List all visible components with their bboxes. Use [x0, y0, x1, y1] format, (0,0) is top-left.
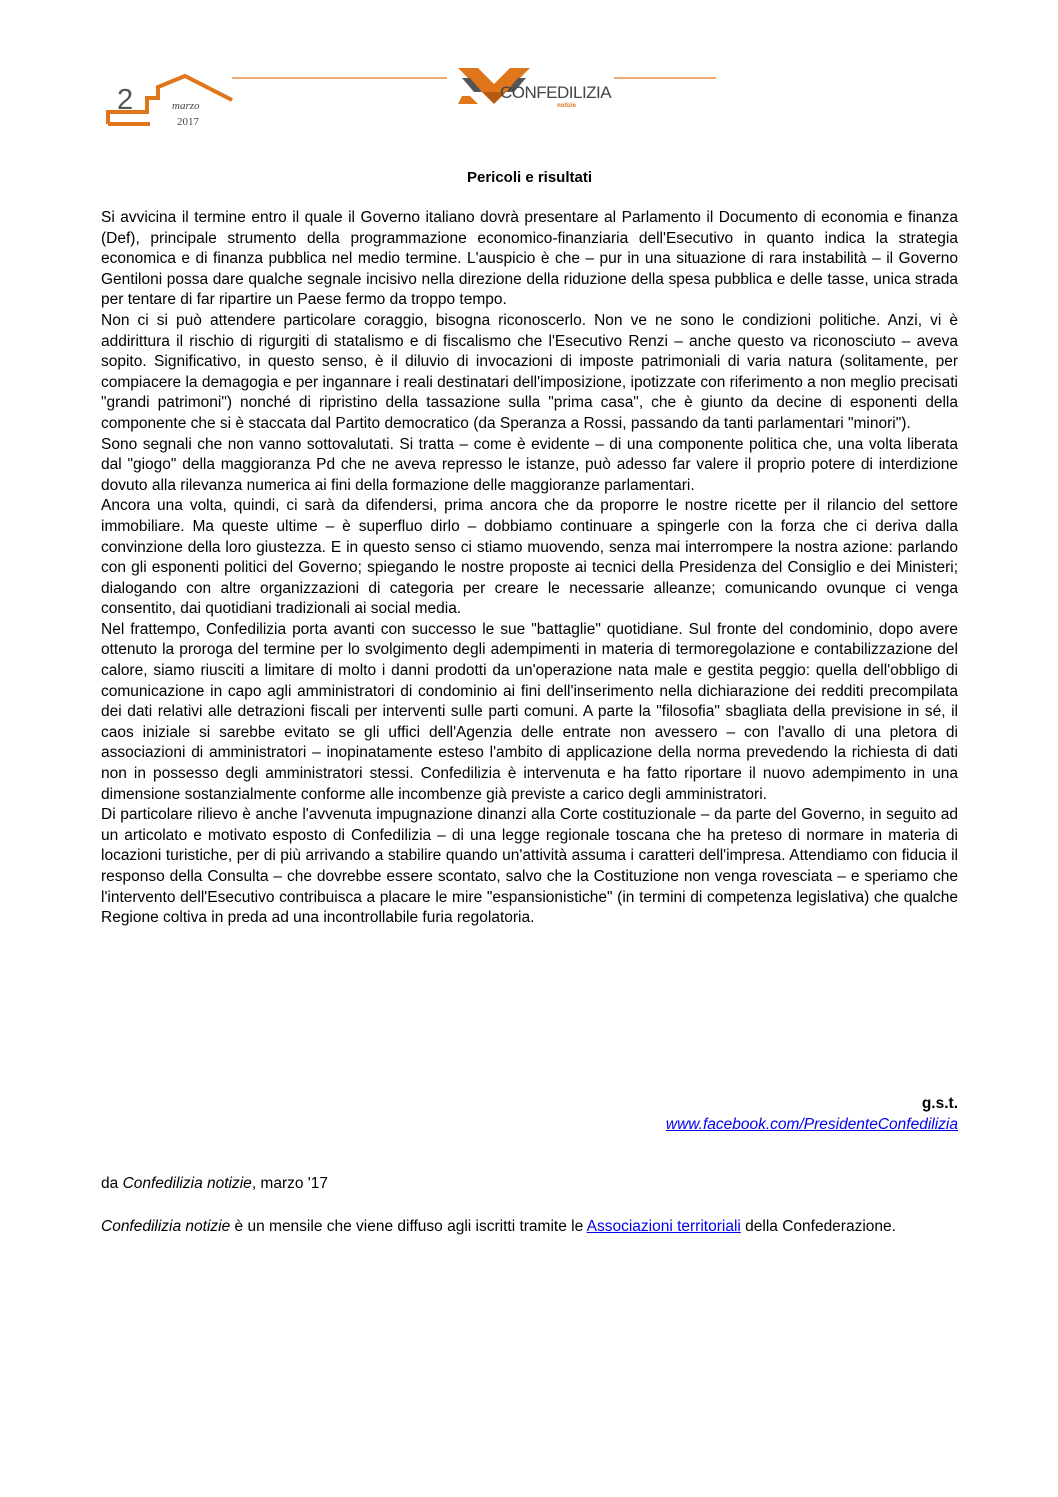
brand-subtitle: notizie	[557, 103, 576, 109]
article-paragraph: Si avvicina il termine entro il quale il Governo italiano dovrà presentare al Parlamento il Documento di economia e finanza (Def), principale strumento della programmazione economico-finanziaria dell'Esecutivo in quanto indica la strategia economica e di finanza pubblica nel medio termine. L'auspicio è che – pur in una situazione di rara instabilità – il Governo Gentiloni possa dare qualche segnale incisivo nella direzione della riduzione della spesa pubblica e delle tasse, unica strada per tentare di far ripartire un Paese fermo da troppo tempo.	[101, 209, 958, 309]
footer-text-end: della Confederazione.	[740, 1218, 896, 1235]
footer-publication: Confedilizia notizie	[101, 1218, 231, 1235]
article	[101, 168, 958, 929]
footer-note	[101, 1216, 958, 1237]
article-paragraph: Di particolare rilievo è anche l'avvenuta impugnazione dinanzi alla Corte costituzionale – da parte del Governo, in seguito ad un articolato e motivato esposto di Confedilizia – di una legge regionale toscana che ha preteso di normare in materia di locazioni turistiche, per di più arrivando a stabilire quando un'attività assuma i caratteri dell'impresa. Attendiamo con fiducia il responso della Consulta – che dovrebbe essere scontato, salvo che la Costituzione non venga rovesciata – e speriamo che l'intervento dell'Esecutivo contribuisca a placare le mire "espansionistiche" (in termini di competenza legislativa) che qualche Regione coltiva in preda ad una incontrollabile furia regolatoria.	[101, 806, 958, 927]
brand-name: CONFEDILIZIA	[500, 83, 612, 102]
issue-year: 2017	[177, 116, 199, 128]
associazioni-territoriali-link[interactable]: Associazioni territoriali	[586, 1218, 741, 1235]
header-graphics	[0, 0, 1058, 140]
source-publication: Confedilizia notizie	[122, 1175, 252, 1192]
source-prefix: da	[101, 1175, 123, 1192]
source-line	[101, 1173, 328, 1194]
article-body	[101, 208, 958, 929]
issue-month: marzo	[172, 100, 200, 112]
article-title: Pericoli e risultati	[466, 169, 593, 186]
article-paragraph: Nel frattempo, Confedilizia porta avanti con successo le sue "battaglie" quotidiane. Sul fronte del condominio, dopo avere ottenuto la proroga del termine per lo svolgimento degli adempimenti in materia di termoregolazione e contabilizzazione del calore, siamo riusciti a limitare di molto i danni prodotti da un'operazione nata male e gestita peggio: quella dell'obbligo di comunicazione in capo agli amministratori di condominio ai fini dell'inserimento nella dichiarazione dei redditi precompilata dei dati relativi alle detrazioni fiscali per interventi sulle parti comuni. A parte la "filosofia" sbagliata della previsione in sé, il caos iniziale si sarebbe evitato se gli uffici dell'Agenzia delle entrate non avessero – con l'avallo di una pletora di associazioni di amministratori – inopinatamente esteso l'ambito di applicazione della norma prevedendo la richiesta di dati non in possesso degli amministratori stessi. Confedilizia è intervenuta e ha fatto riportare il nuovo adempimento in una dimensione sostanzialmente conforme alle incombenze già previste a carico degli amministratori.	[101, 620, 958, 803]
facebook-link[interactable]: www.facebook.com/PresidenteConfedilizia	[665, 1116, 958, 1133]
signature-block	[666, 1093, 958, 1135]
issue-number: 2	[117, 84, 134, 116]
article-paragraph: Ancora una volta, quindi, ci sarà da difendersi, prima ancora che da proporre le nostre ricette per il rilancio del settore immobiliare. Ma queste ultime – è superfluo dirlo – dobbiamo continuare a spingerle con la forza che ci deriva dalla convinzione della loro giustezza. E in questo senso ci stiamo muovendo, senza mai interrompere la nostra azione: parlando con gli esponenti politici del Governo; spiegando le nostre proposte ai tecnici della Presidenza del Consiglio e dei Ministeri; dialogando con altre organizzazioni di categoria per creare le necessarie alleanze; comunicando ovunque ci venga consentito, dai quotidiani tradizionali ai social media.	[101, 497, 958, 618]
author-initials: g.s.t.	[921, 1095, 958, 1112]
footer-text: è un mensile che viene diffuso agli iscritti tramite le	[230, 1218, 587, 1235]
source-date: , marzo '17	[251, 1175, 328, 1192]
article-paragraph: Sono segnali che non vanno sottovalutati. Si tratta – come è evidente – di una componente politica che, una volta liberata dal "giogo" della maggioranza Pd che ne aveva represso le istanze, può adesso far valere il proprio potere di interdizione dovuto alla rilevanza numerica ai fini della formazione delle maggioranze parlamentari.	[101, 435, 958, 494]
page-header	[0, 0, 1058, 140]
article-paragraph: Non ci si può attendere particolare coraggio, bisogna riconoscerlo. Non ve ne sono le condizioni politiche. Anzi, vi è addirittura il rischio di rigurgiti di statalismo e di fiscalismo che l'Esecutivo Renzi – anche questo va riconosciuto – aveva sopito. Significativo, in questo senso, è il diluvio di invocazioni di imposte patrimoniali di varia natura (solitamente, per compiacere la demagogia e per ingannare i reali destinatari dell'imposizione, ipotizzate con riferimento a non meglio precisati "grandi patrimoni") nonché di ripristino della tassazione sulla "prima casa", che è giunto da decine di esponenti della componente che si è staccata dal Partito democratico (da Speranza a Rossi, passando da tanti parlamentari "minori").	[101, 311, 958, 432]
